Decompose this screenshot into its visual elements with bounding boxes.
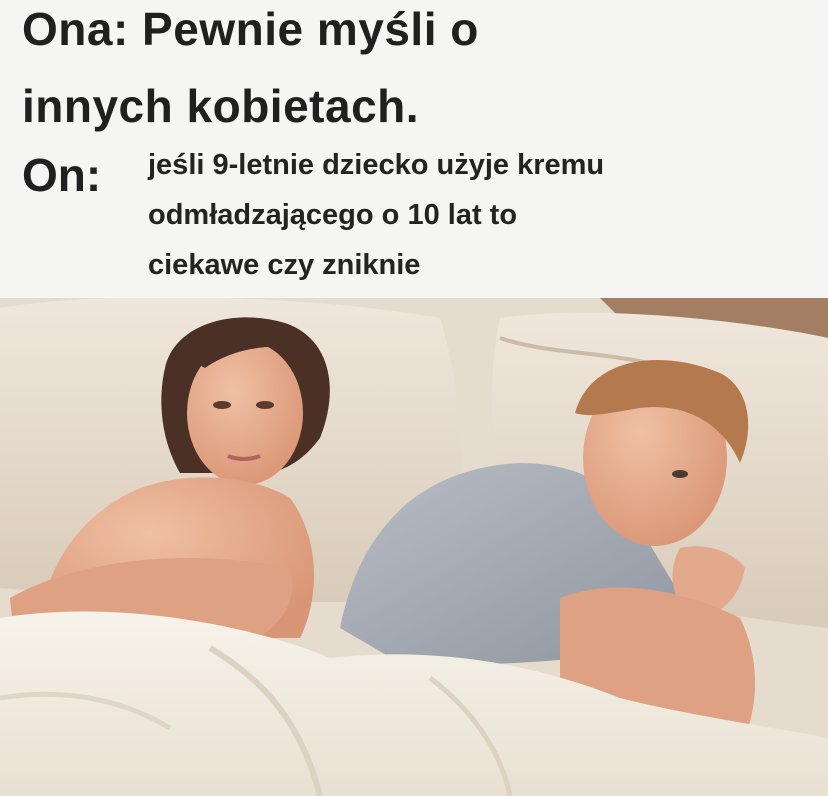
her-thought-line-2: innych kobietach.	[22, 80, 420, 132]
her-thought-line-1: Ona: Pewnie myśli o	[22, 3, 479, 55]
bed-scene-illustration	[0, 298, 828, 796]
woman-eye-left	[213, 401, 231, 409]
bed-photo	[0, 298, 828, 796]
his-label: On:	[22, 149, 102, 201]
woman-eye-right	[256, 401, 274, 409]
his-thought-line-2: odmładzającego o 10 lat to	[148, 199, 518, 231]
man-eye	[672, 470, 688, 478]
meme-caption	[0, 0, 828, 298]
his-thought-line-3: ciekawe czy zniknie	[148, 249, 421, 281]
his-thought-line-1: jeśli 9-letnie dziecko użyje kremu	[148, 149, 605, 181]
